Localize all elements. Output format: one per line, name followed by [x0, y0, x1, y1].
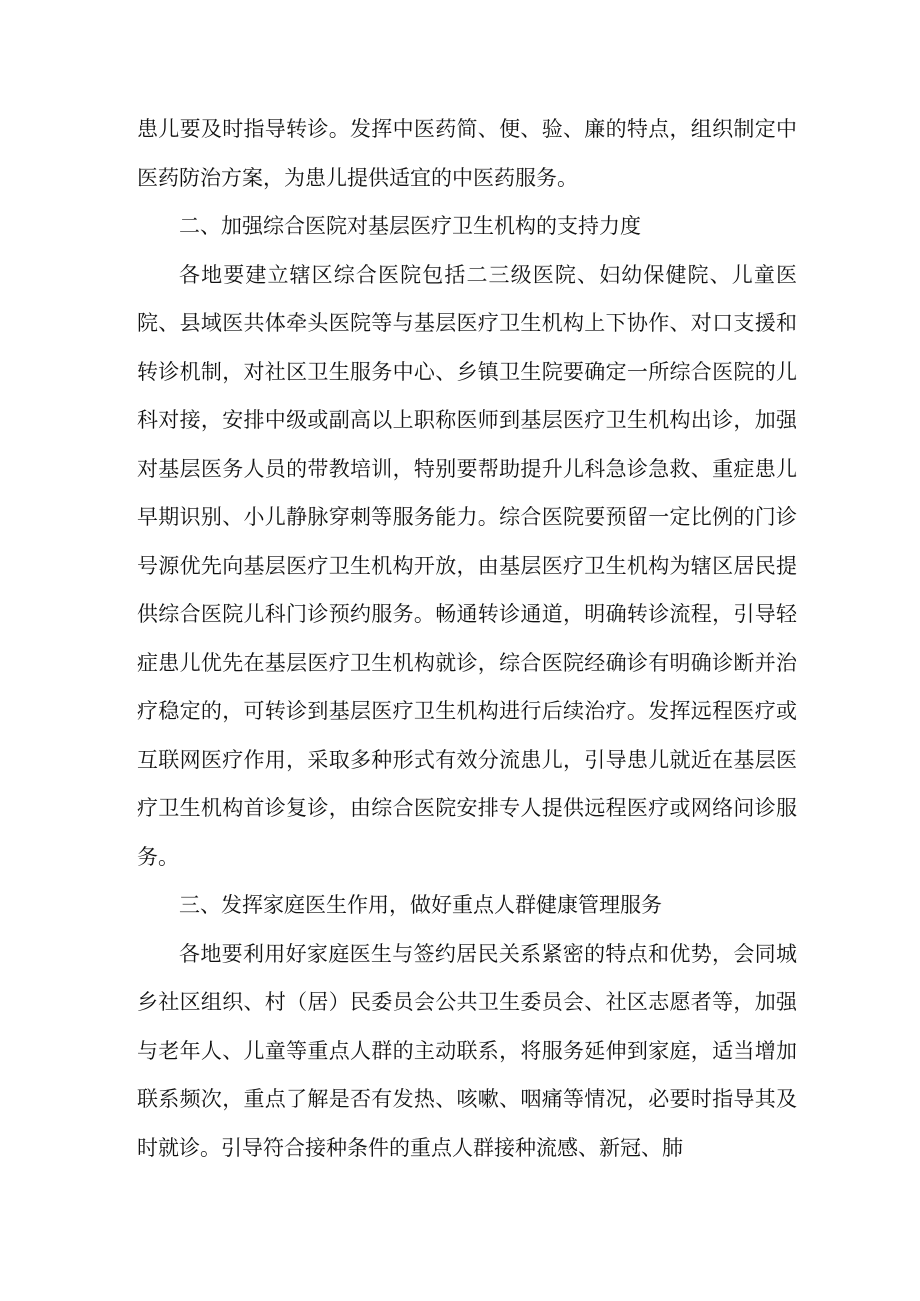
- document-body: [137, 105, 797, 1172]
- section-heading-3: 三、发挥家庭医生作用，做好重点人群健康管理服务: [179, 893, 662, 917]
- paragraph-continuation: 患儿要及时指导转诊。发挥中医药简、便、验、廉的特点，组织制定中医药防治方案，为患儿提供适宜的中医药服务。: [137, 117, 797, 190]
- section-heading-2: 二、加强综合医院对基层医疗卫生机构的支持力度: [179, 214, 641, 238]
- paragraph-section-2-body: 各地要建立辖区综合医院包括二三级医院、妇幼保健院、儿童医院、县域医共体牵头医院等与基层医疗卫生机构上下协作、对口支援和转诊机制，对社区卫生服务中心、乡镇卫生院要确定一所综合医院的儿科对接，安排中级或副高以上职称医师到基层医疗卫生机构出诊，加强对基层医务人员的带教培训，特别要帮助提升儿科急诊急救、重症患儿早期识别、小儿静脉穿刺等服务能力。综合医院要预留一定比例的门诊号源优先向基层医疗卫生机构开放，由基层医疗卫生机构为辖区居民提供综合医院儿科门诊预约服务。畅通转诊通道，明确转诊流程，引导轻症患儿优先在基层医疗卫生机构就诊，综合医院经确诊有明确诊断并治疗稳定的，可转诊到基层医疗卫生机构进行后续治疗。发挥远程医疗或互联网医疗作用，采取多种形式有效分流患儿，引导患儿就近在基层医疗卫生机构首诊复诊，由综合医院安排专人提供远程医疗或网络问诊服务。: [137, 262, 797, 869]
- paragraph-section-3-body: 各地要利用好家庭医生与签约居民关系紧密的特点和优势，会同城乡社区组织、村（居）民委员会公共卫生委员会、社区志愿者等，加强与老年人、儿童等重点人群的主动联系，将服务延伸到家庭，适当增加联系频次，重点了解是否有发热、咳嗽、咽痛等情况，必要时指导其及时就诊。引导符合接种条件的重点人群接种流感、新冠、肺: [137, 941, 797, 1160]
